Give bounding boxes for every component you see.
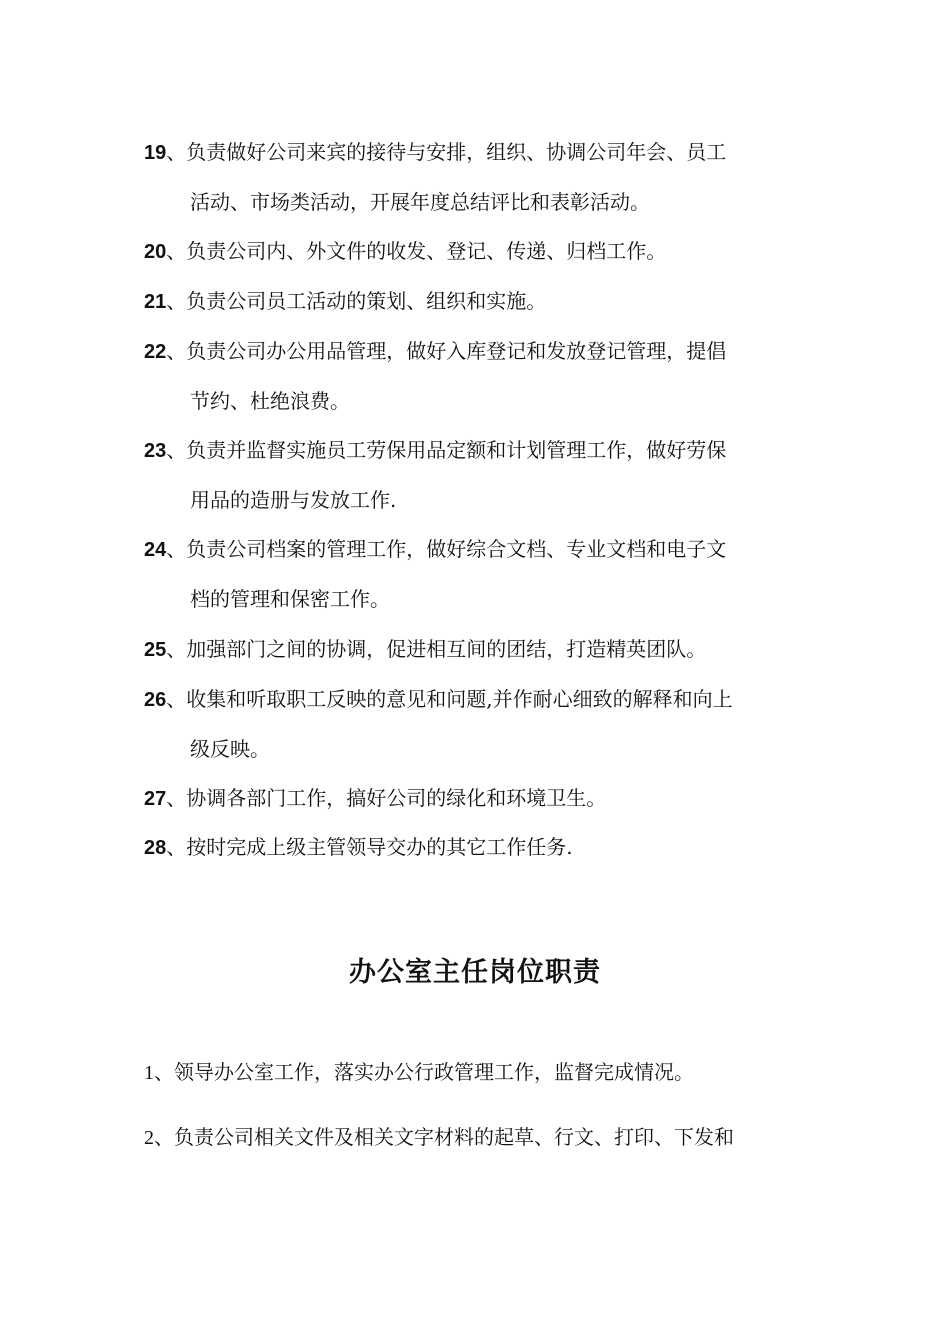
item-text: 、领导办公室工作，落实办公行政管理工作，监督完成情况。 xyxy=(154,1060,694,1084)
list-item xyxy=(144,624,814,674)
item-number: 26 xyxy=(144,689,167,711)
item-text-continuation: 档的管理和保密工作。 xyxy=(190,587,390,611)
list-item xyxy=(144,326,814,426)
list-item xyxy=(144,1047,814,1098)
item-text: 、收集和听取职工反映的意见和问题,并作耐心细致的解释和向上 xyxy=(166,687,733,711)
list-item xyxy=(144,1112,814,1163)
item-text: 、负责并监督实施员工劳保用品定额和计划管理工作，做好劳保 xyxy=(166,438,727,462)
list-item xyxy=(144,822,814,872)
item-text: 、按时完成上级主管领导交办的其它工作任务. xyxy=(166,835,573,859)
item-text: 、协调各部门工作，搞好公司的绿化和环境卫生。 xyxy=(166,786,607,810)
item-number: 28 xyxy=(144,837,167,859)
list-item xyxy=(144,674,814,774)
list-item xyxy=(144,276,814,326)
item-number: 19 xyxy=(144,142,167,164)
item-number: 2 xyxy=(144,1127,154,1149)
item-number: 24 xyxy=(144,539,167,561)
item-text: 、负责公司员工活动的策划、组织和实施。 xyxy=(166,289,547,313)
item-text-continuation: 节约、杜绝浪费。 xyxy=(190,389,350,413)
item-text: 、负责公司办公用品管理，做好入库登记和发放登记管理，提倡 xyxy=(166,339,727,363)
item-text: 、负责公司内、外文件的收发、登记、传递、归档工作。 xyxy=(166,239,667,263)
item-number: 1 xyxy=(144,1062,154,1084)
item-number: 23 xyxy=(144,440,167,462)
item-number: 27 xyxy=(144,788,167,810)
item-text-continuation: 用品的造册与发放工作. xyxy=(190,488,397,512)
item-number: 21 xyxy=(144,291,167,313)
list-item xyxy=(144,127,814,227)
list-item xyxy=(144,226,814,276)
list-item xyxy=(144,524,814,624)
item-text: 、负责公司相关文件及相关文字材料的起草、行文、打印、下发和 xyxy=(154,1125,734,1149)
item-text: 、负责做好公司来宾的接待与安排，组织、协调公司年会、员工 xyxy=(166,140,727,164)
item-text: 、加强部门之间的协调，促进相互间的团结，打造精英团队。 xyxy=(166,637,707,661)
item-text-continuation: 活动、市场类活动，开展年度总结评比和表彰活动。 xyxy=(190,190,650,214)
list-item xyxy=(144,425,814,525)
section-title: 办公室主任岗位职责 xyxy=(349,957,601,988)
list-item xyxy=(144,773,814,823)
item-number: 20 xyxy=(144,241,167,263)
item-text: 、负责公司档案的管理工作，做好综合文档、专业文档和电子文 xyxy=(166,537,727,561)
item-number: 25 xyxy=(144,639,167,661)
item-text-continuation: 级反映。 xyxy=(190,737,270,761)
item-number: 22 xyxy=(144,341,167,363)
